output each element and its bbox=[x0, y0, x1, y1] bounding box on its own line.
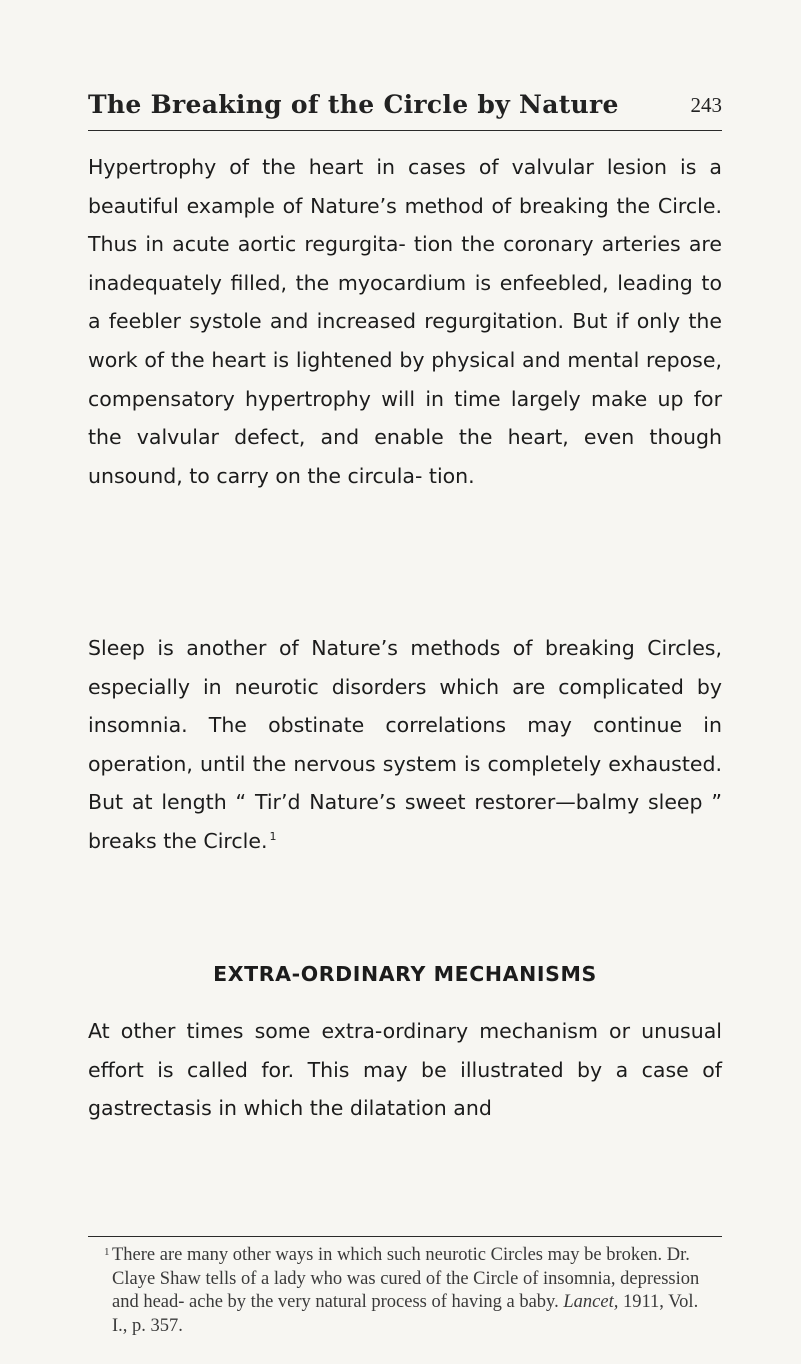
running-title: The Breaking of the Circle by Nature bbox=[88, 90, 619, 119]
footnote-citation-journal: Lancet, bbox=[563, 1292, 619, 1312]
page-number: 243 bbox=[690, 93, 722, 117]
footnote-citation-details: 1911, Vol. I., p. 357. bbox=[112, 1292, 699, 1336]
paragraph-sleep bbox=[88, 629, 722, 861]
paragraph-extraordinary: At other times some extra-ordinary mechanism or unusual effort is called for. This may be illustrated by a case of gastrectasis in which the dilatation and bbox=[88, 1019, 722, 1121]
page-header bbox=[88, 90, 722, 131]
paragraph-hypertrophy: Hypertrophy of the heart in cases of valvular lesion is a beautiful example of Nature’s method of breaking the Circle. Thus in acute aortic regurgita- tion the coronary arteries are inadequately filled, the myocardium is enfeebled, leading to a feebler systole and increased regurgitation. But if only the work of the heart is lightened by physical and mental repose, compensatory hypertrophy will in time largely make up for the valvular defect, and enable the heart, even though unsound, to carry on the circula- tion. bbox=[88, 155, 722, 488]
section-heading: EXTRA-ORDINARY MECHANISMS bbox=[213, 962, 597, 986]
paragraph-sleep-text: Sleep is another of Nature’s methods of breaking Circles, especially in neurotic disorders which are complicated by insomnia. The obstinate correlations may continue in operation, until the nervous system is completely exhausted. But at length “ Tir’d Nature’s sweet restorer—balmy sleep ” breaks the Circle. bbox=[88, 636, 722, 853]
footnote-reference[interactable]: 1 bbox=[269, 830, 277, 844]
footnote-number: 1 bbox=[104, 1246, 110, 1258]
footnote bbox=[104, 1244, 712, 1338]
footnote-text: There are many other ways in which such neurotic Circles may be broken. Dr. Claye Shaw tells of a lady who was cured of the Circle of insomnia, depression and head- ache by the very natural process of having a baby. bbox=[112, 1245, 700, 1312]
footnote-divider bbox=[88, 1236, 722, 1237]
